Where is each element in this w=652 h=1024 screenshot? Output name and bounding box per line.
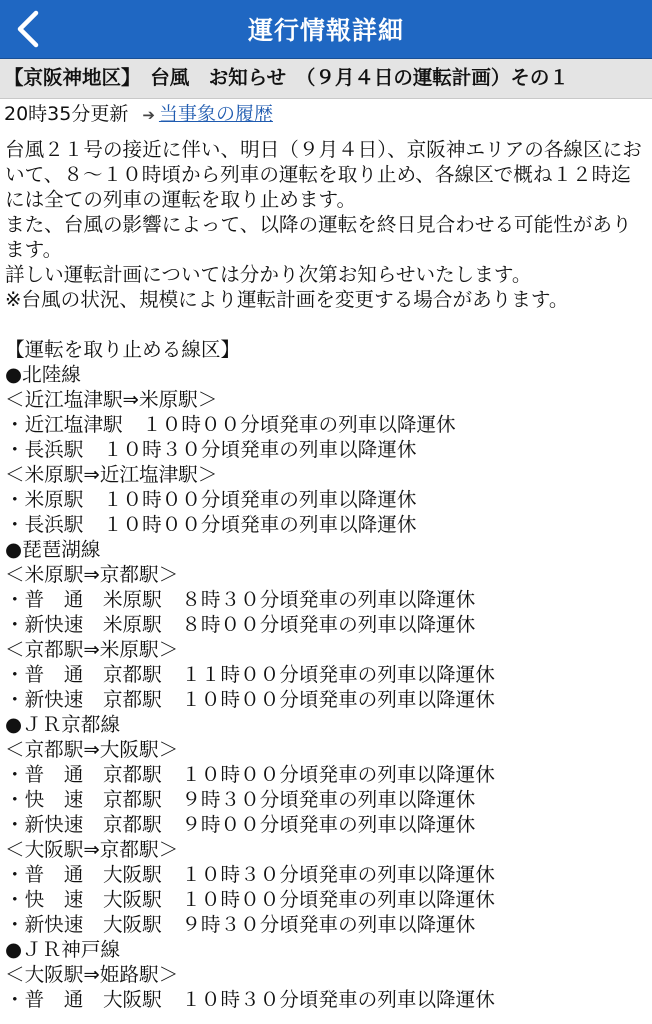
announcement-paragraph: 詳しい運転計画については分かり次第お知らせいたします。 <box>5 263 532 286</box>
notice-body <box>0 129 652 1012</box>
line-name: ●ＪＲ京都線 <box>5 713 121 736</box>
line-name: ●ＪＲ神戸線 <box>5 938 121 961</box>
update-row <box>0 99 652 129</box>
suspension-item: ・新快速 京都駅 ９時００分頃発車の列車以降運休 <box>5 813 476 836</box>
suspension-list <box>5 362 648 1012</box>
suspension-item: ・長浜駅 １０時００分頃発車の列車以降運休 <box>5 513 417 536</box>
direction-label: ＜米原駅⇒京都駅＞ <box>5 563 179 586</box>
suspension-item: ・米原駅 １０時００分頃発車の列車以降運休 <box>5 488 417 511</box>
arrow-right-icon: ➔ <box>142 106 155 124</box>
update-time: 20時35分更新 <box>4 103 129 125</box>
announcement-paragraph: ※台風の状況、規模により運転計画を変更する場合があります。 <box>5 288 569 311</box>
direction-label: ＜米原駅⇒近江塩津駅＞ <box>5 463 218 486</box>
history-link[interactable]: 当事象の履歴 <box>158 103 273 125</box>
line-name: ●琵琶湖線 <box>5 538 101 561</box>
suspension-item: ・新快速 京都駅 １０時００分頃発車の列車以降運休 <box>5 688 495 711</box>
suspension-item: ・普 通 京都駅 １０時００分頃発車の列車以降運休 <box>5 763 495 786</box>
suspension-item: ・普 通 大阪駅 １０時３０分頃発車の列車以降運休 <box>5 863 495 886</box>
announcement-paragraph: また、台風の影響によって、以降の運転を終日見合わせる可能性があります。 <box>5 213 632 261</box>
direction-label: ＜京都駅⇒大阪駅＞ <box>5 738 179 761</box>
suspension-item: ・快 速 京都駅 ９時３０分頃発車の列車以降運休 <box>5 788 476 811</box>
section-title: 【運転を取り止める線区】 <box>5 338 241 361</box>
back-button[interactable] <box>8 8 48 50</box>
chevron-left-icon <box>15 10 41 48</box>
direction-label: ＜大阪駅⇒京都駅＞ <box>5 838 179 861</box>
page-title: 運行情報詳細 <box>247 16 404 45</box>
suspension-item: ・新快速 大阪駅 ９時３０分頃発車の列車以降運休 <box>5 913 476 936</box>
suspension-item: ・普 通 米原駅 ８時３０分頃発車の列車以降運休 <box>5 588 476 611</box>
suspension-item: ・普 通 大阪駅 １０時３０分頃発車の列車以降運休 <box>5 988 495 1011</box>
suspension-item: ・快 速 大阪駅 １０時００分頃発車の列車以降運休 <box>5 888 495 911</box>
notice-heading: 【京阪神地区】 台風 お知らせ （９月４日の運転計画）その１ <box>0 58 652 99</box>
announcement-paragraph: 台風２１号の接近に伴い、明日（９月４日）、京阪神エリアの各線区において、８～１０時頃から列車の運転を取り止め、各線区で概ね１２時迄には全ての列車の運転を取り止めます。 <box>5 138 642 211</box>
suspension-item: ・新快速 米原駅 ８時００分頃発車の列車以降運休 <box>5 613 476 636</box>
line-name: ●北陸線 <box>5 363 81 386</box>
suspension-item: ・長浜駅 １０時３０分頃発車の列車以降運休 <box>5 438 417 461</box>
suspension-item: ・普 通 京都駅 １１時００分頃発車の列車以降運休 <box>5 663 495 686</box>
app-header <box>0 0 652 58</box>
spacer <box>5 312 648 337</box>
direction-label: ＜大阪駅⇒姫路駅＞ <box>5 963 179 986</box>
suspension-item: ・近江塩津駅 １０時００分頃発車の列車以降運休 <box>5 413 456 436</box>
direction-label: ＜近江塩津駅⇒米原駅＞ <box>5 388 218 411</box>
direction-label: ＜京都駅⇒米原駅＞ <box>5 638 179 661</box>
